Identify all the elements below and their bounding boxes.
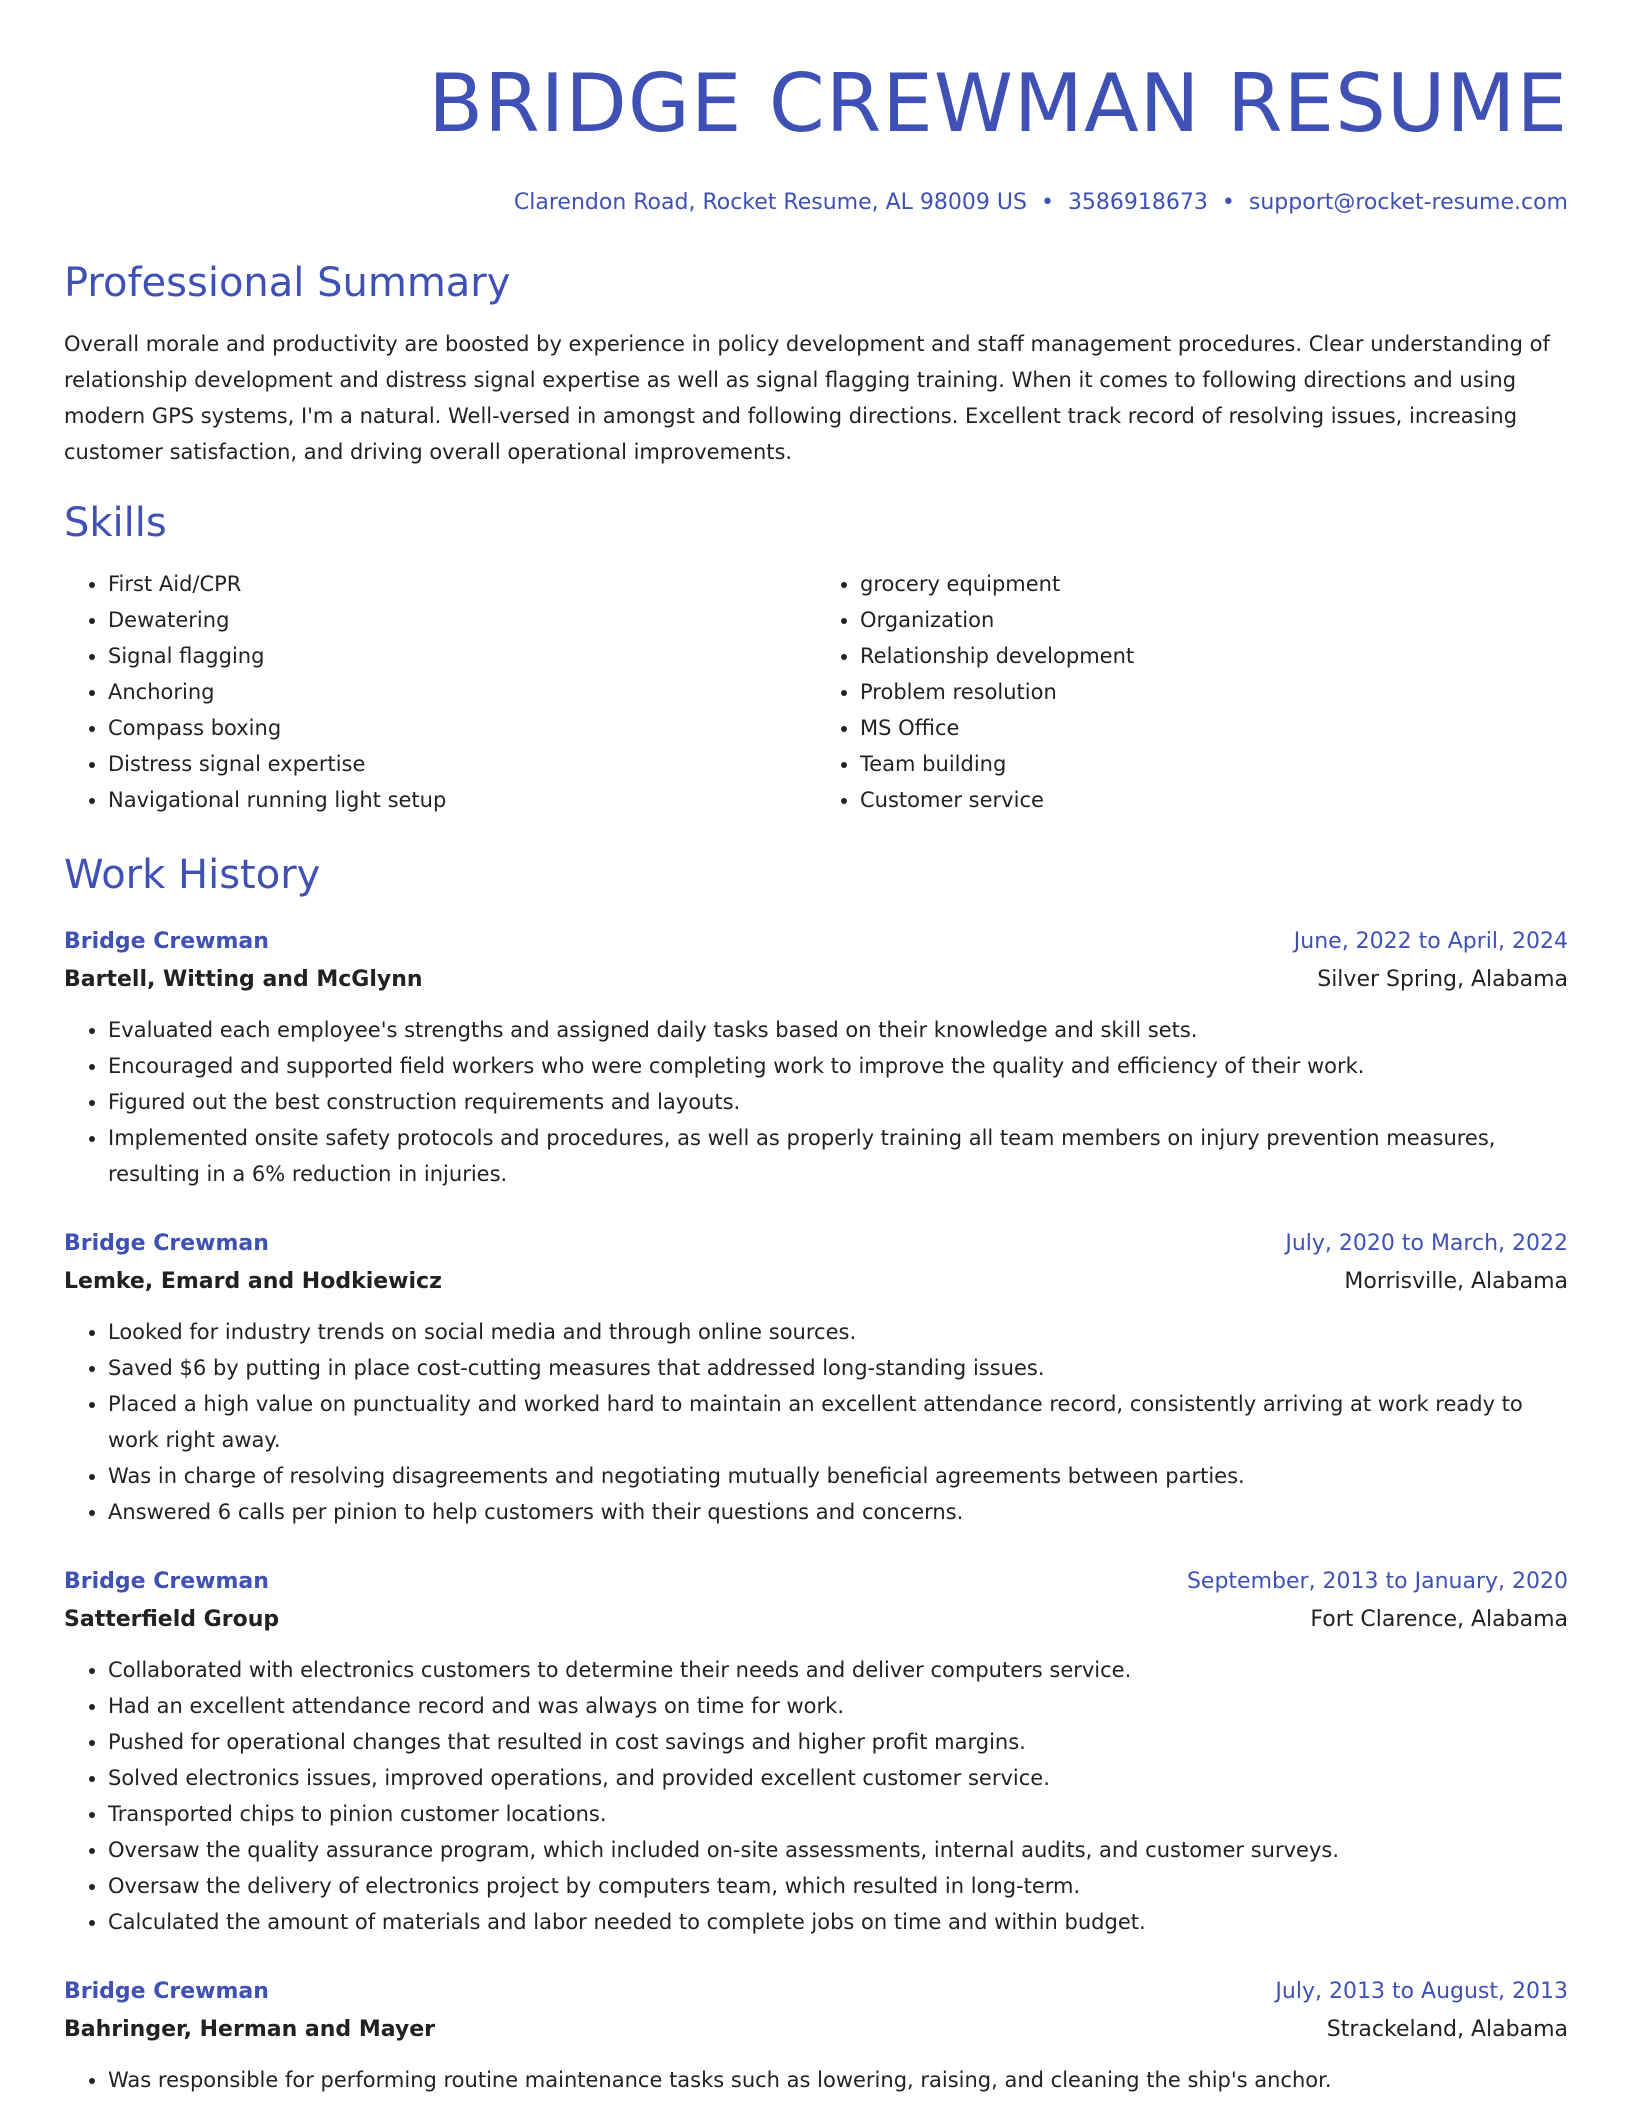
- job-bullet: • Oversaw the delivery of electronics project by computers team, which resulted in long-term.: [108, 1868, 1568, 1904]
- job-bullet: • Was responsible for performing routine maintenance tasks such as lowering, raising, and cleaning the ship's anchor.: [108, 2062, 1568, 2098]
- contact-address: Clarendon Road, Rocket Resume, AL 98009 US: [513, 190, 1027, 215]
- contact-separator: •: [1040, 190, 1054, 215]
- skill-item: • grocery equipment: [860, 566, 1568, 602]
- summary-text: Overall morale and productivity are boosted by experience in policy development and staff management procedures. Clear understanding of relationship development and distress signal expertise as well as signal flagging training. When it comes to following directions and using modern GPS systems, I'm a natural. Well-versed in amongst and following directions. Excellent track record of resolving issues, increasing customer satisfaction, and driving overall operational improvements.: [64, 332, 1550, 464]
- job-company: Bartell, Witting and McGlynn: [64, 967, 423, 992]
- job-bullet: • Looked for industry trends on social media and through online sources.: [108, 1314, 1568, 1350]
- job-entry: [64, 1974, 1568, 2098]
- job-bullet: • Had an excellent attendance record and was always on time for work.: [108, 1688, 1568, 1724]
- job-header-row: [64, 924, 1568, 960]
- job-company: Bahringer, Herman and Mayer: [64, 2017, 435, 2042]
- job-bullet: • Solved electronics issues, improved operations, and provided excellent customer service.: [108, 1760, 1568, 1796]
- skills-section: [64, 498, 1568, 818]
- job-bullet: • Saved $6 by putting in place cost-cutting measures that addressed long-standing issues.: [108, 1350, 1568, 1386]
- job-bullets: [64, 1314, 1568, 1530]
- skills-grid: [64, 566, 1568, 818]
- job-dates: July, 2020 to March, 2022: [1285, 1231, 1568, 1256]
- job-company-row: [64, 960, 1568, 1000]
- job-bullet: • Evaluated each employee's strengths and assigned daily tasks based on their knowledge and skill sets.: [108, 1012, 1568, 1048]
- skill-item: • Distress signal expertise: [108, 746, 816, 782]
- job-location: Silver Spring, Alabama: [1317, 967, 1568, 992]
- job-bullet: • Implemented onsite safety protocols and procedures, as well as properly training all team members on injury prevention measures, resulting in a 6% reduction in injuries.: [108, 1120, 1568, 1192]
- job-company: Lemke, Emard and Hodkiewicz: [64, 1269, 442, 1294]
- skills-column-left: [64, 566, 816, 818]
- contact-email: support@rocket-resume.com: [1248, 190, 1568, 215]
- job-header-row: [64, 1226, 1568, 1262]
- job-bullets: [64, 2062, 1568, 2098]
- job-entry: [64, 924, 1568, 1192]
- job-bullet: • Answered 6 calls per pinion to help customers with their questions and concerns.: [108, 1494, 1568, 1530]
- job-company-row: [64, 2010, 1568, 2050]
- job-bullet: • Figured out the best construction requirements and layouts.: [108, 1084, 1568, 1120]
- skill-item: • Signal flagging: [108, 638, 816, 674]
- job-header-row: [64, 1974, 1568, 2010]
- skill-item: • Dewatering: [108, 602, 816, 638]
- skills-heading: Skills: [64, 500, 167, 546]
- job-company: Satterfield Group: [64, 1607, 280, 1632]
- job-title: Bridge Crewman: [64, 1231, 269, 1256]
- job-location: Fort Clarence, Alabama: [1310, 1607, 1568, 1632]
- job-dates: June, 2022 to April, 2024: [1293, 929, 1568, 954]
- job-bullet: • Pushed for operational changes that resulted in cost savings and higher profit margins.: [108, 1724, 1568, 1760]
- job-location: Morrisville, Alabama: [1344, 1269, 1568, 1294]
- professional-summary-section: [64, 258, 1568, 470]
- job-title: Bridge Crewman: [64, 929, 269, 954]
- job-entry: [64, 1226, 1568, 1530]
- job-company-row: [64, 1600, 1568, 1640]
- skill-item: • Organization: [860, 602, 1568, 638]
- job-bullet: • Encouraged and supported field workers who were completing work to improve the quality and efficiency of their work.: [108, 1048, 1568, 1084]
- skill-item: • MS Office: [860, 710, 1568, 746]
- skill-item: • Compass boxing: [108, 710, 816, 746]
- resume-name: BRIDGE CREWMAN RESUME: [428, 57, 1568, 150]
- job-bullet: • Oversaw the quality assurance program, which included on-site assessments, internal audits, and customer surveys.: [108, 1832, 1568, 1868]
- skill-item: • Anchoring: [108, 674, 816, 710]
- work-history-heading: Work History: [64, 852, 321, 898]
- skill-item: • First Aid/CPR: [108, 566, 816, 602]
- work-history-section: [64, 850, 1568, 2098]
- job-location: Strackeland, Alabama: [1326, 2017, 1568, 2042]
- skill-item: • Customer service: [860, 782, 1568, 818]
- job-dates: September, 2013 to January, 2020: [1186, 1569, 1568, 1594]
- job-title: Bridge Crewman: [64, 1569, 269, 1594]
- job-bullet: • Collaborated with electronics customers to determine their needs and deliver computers service.: [108, 1652, 1568, 1688]
- skill-item: • Team building: [860, 746, 1568, 782]
- job-header-row: [64, 1564, 1568, 1600]
- contact-separator: •: [1221, 190, 1235, 215]
- job-dates: July, 2013 to August, 2013: [1275, 1979, 1568, 2004]
- job-company-row: [64, 1262, 1568, 1302]
- job-bullets: [64, 1012, 1568, 1192]
- job-bullet: • Transported chips to pinion customer locations.: [108, 1796, 1568, 1832]
- job-bullet: • Was in charge of resolving disagreements and negotiating mutually beneficial agreements between parties.: [108, 1458, 1568, 1494]
- skill-item: • Navigational running light setup: [108, 782, 816, 818]
- summary-heading: Professional Summary: [64, 260, 511, 306]
- skill-item: • Problem resolution: [860, 674, 1568, 710]
- skill-item: • Relationship development: [860, 638, 1568, 674]
- job-title: Bridge Crewman: [64, 1979, 269, 2004]
- job-bullet: • Placed a high value on punctuality and worked hard to maintain an excellent attendance record, consistently arriving at work ready to work right away.: [108, 1386, 1568, 1458]
- job-bullets: [64, 1652, 1568, 1940]
- job-bullet: • Calculated the amount of materials and labor needed to complete jobs on time and within budget.: [108, 1904, 1568, 1940]
- skills-column-right: [816, 566, 1568, 818]
- contact-phone: 3586918673: [1067, 190, 1208, 215]
- contact-line: [64, 188, 1568, 218]
- job-entry: [64, 1564, 1568, 1940]
